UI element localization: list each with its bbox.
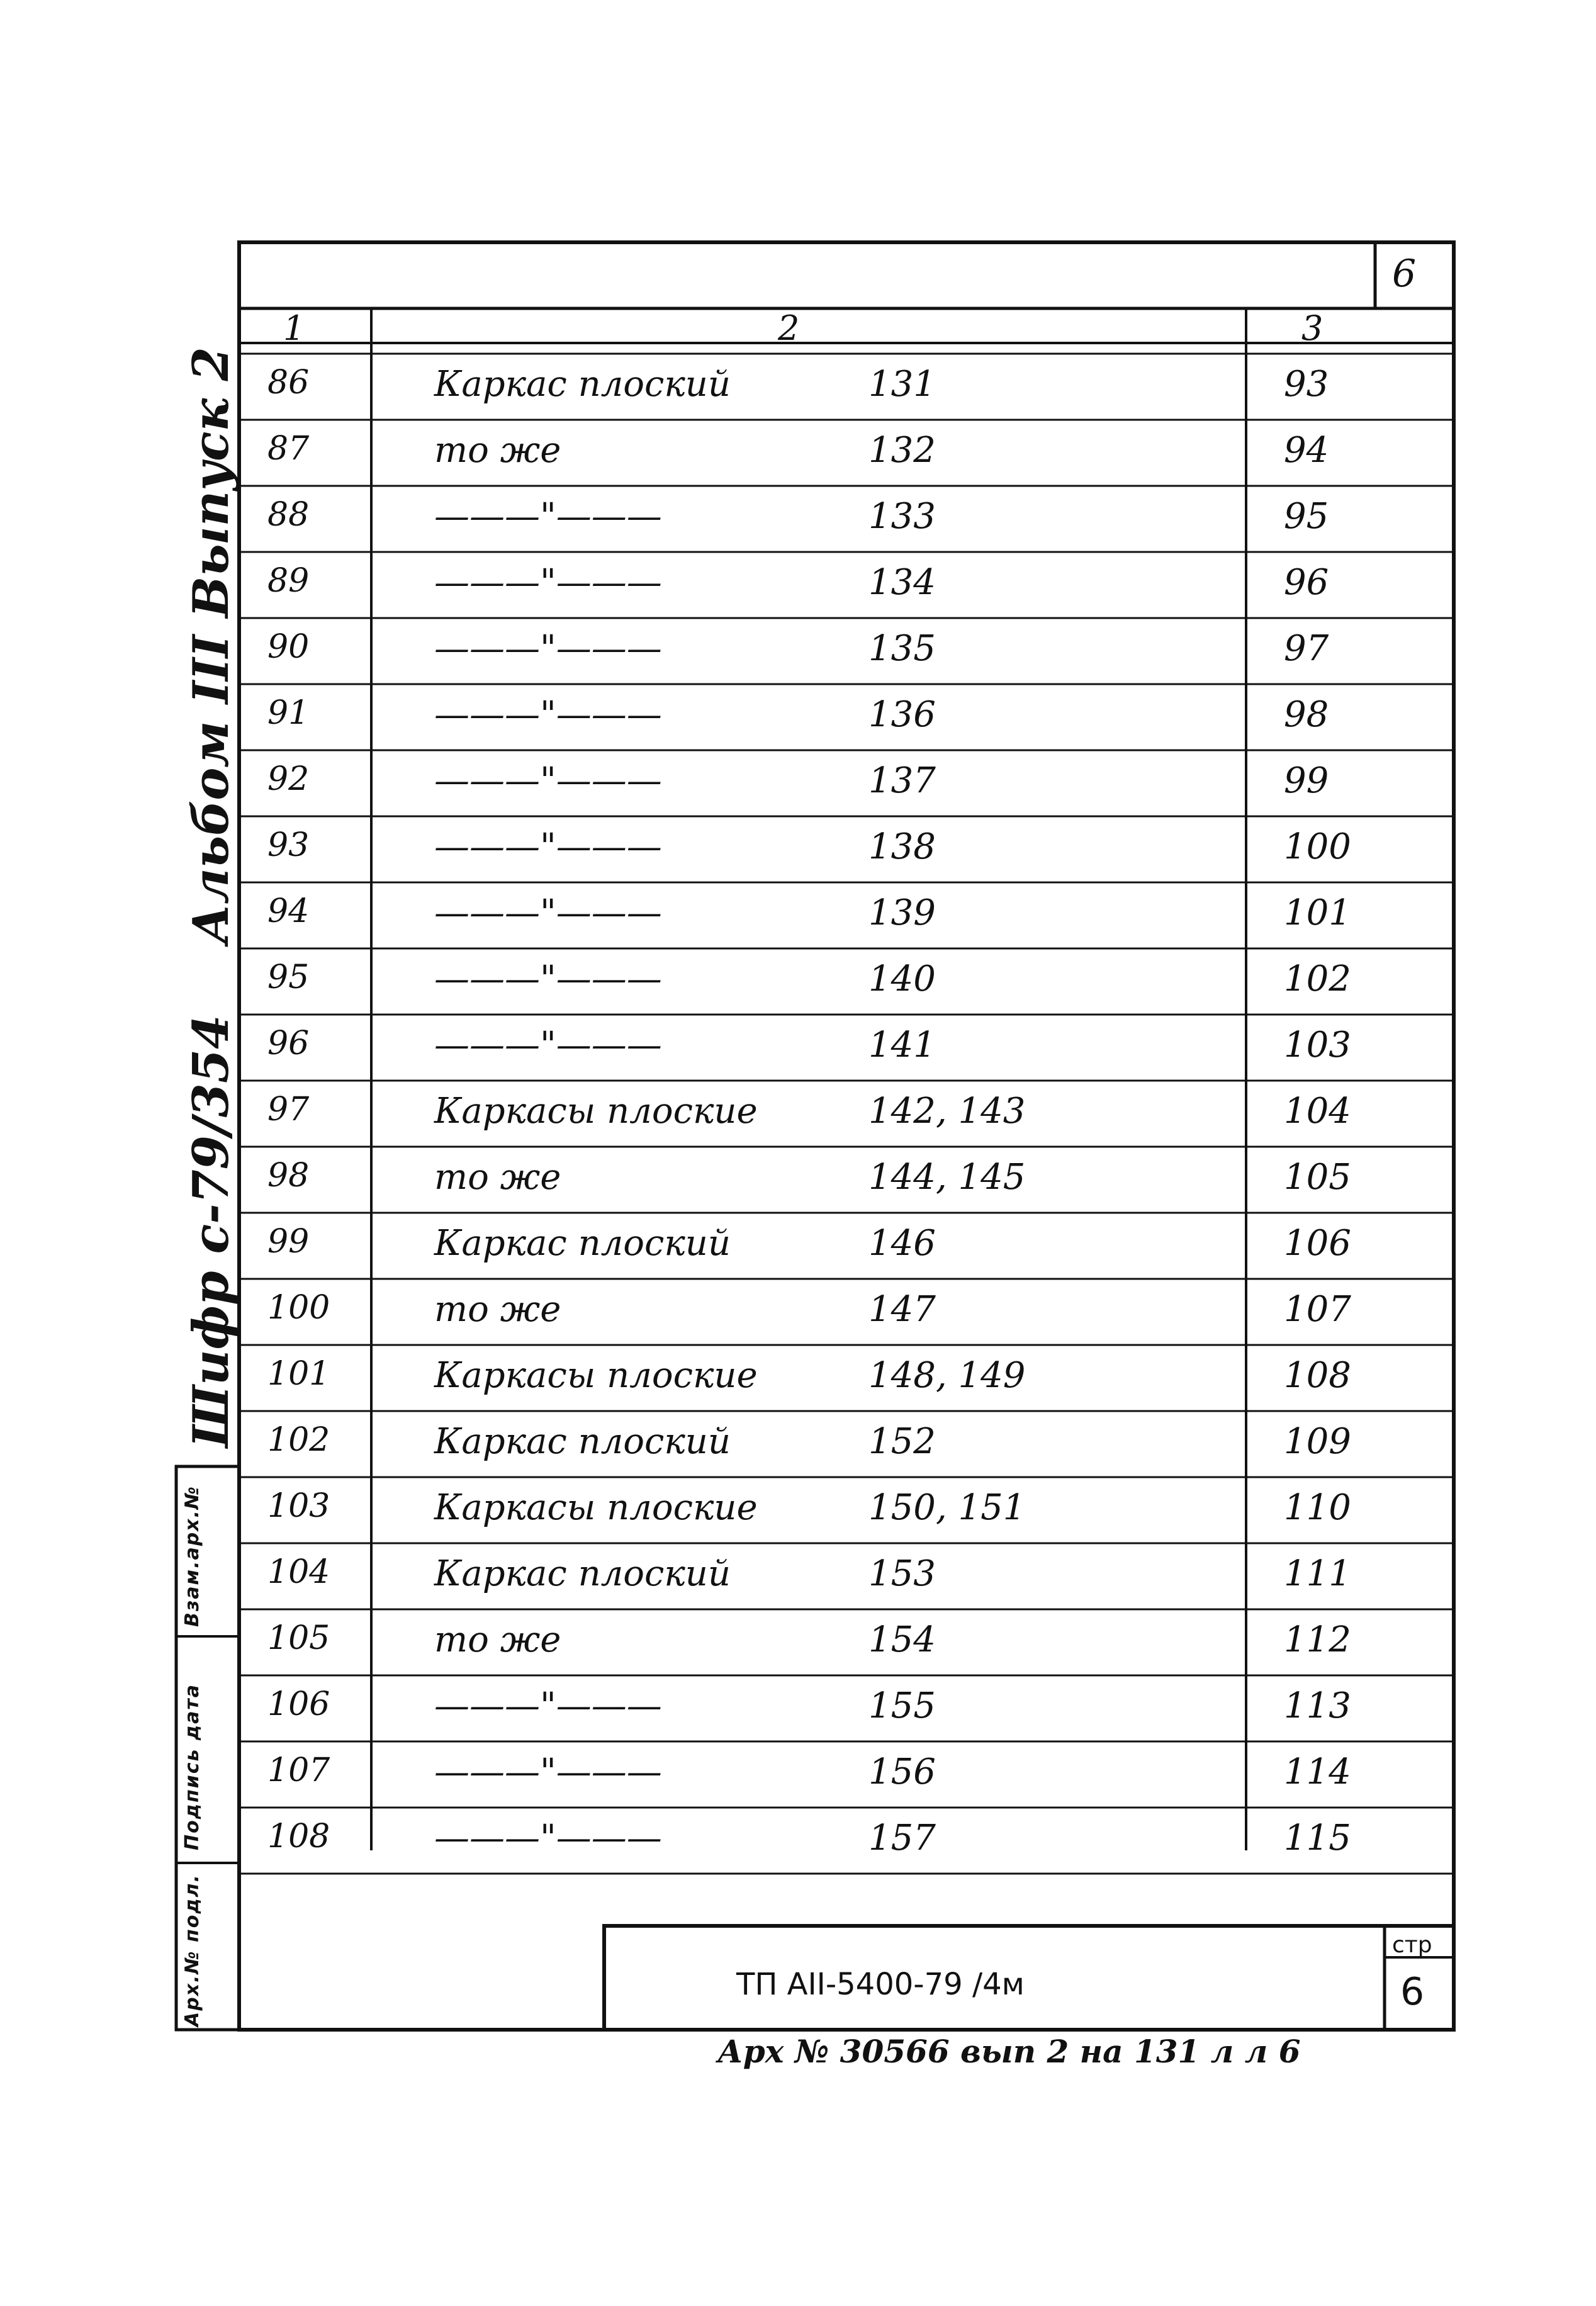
row-number: 106 [267, 1685, 330, 1723]
archive-note: Арх № 30566 вып 2 на 131 л л 6 [717, 2033, 1301, 2070]
row-mark: 141 [868, 1025, 936, 1066]
row-page: 99 [1284, 760, 1329, 801]
row-mark: 142, 143 [868, 1091, 1026, 1132]
row-name: ———"——— [434, 628, 662, 669]
row-number: 88 [267, 496, 310, 534]
row-mark: 154 [868, 1619, 936, 1660]
row-page: 108 [1284, 1355, 1351, 1396]
row-mark: 134 [868, 562, 936, 603]
title-block-page-label: стр [1392, 1932, 1432, 1958]
row-number: 91 [267, 694, 310, 732]
row-number: 87 [267, 430, 310, 468]
row-page: 103 [1284, 1025, 1351, 1066]
row-page: 97 [1284, 628, 1329, 669]
row-page: 112 [1284, 1619, 1351, 1660]
row-name: Каркас плоский [434, 364, 731, 405]
row-name: ———"——— [434, 496, 662, 537]
row-number: 93 [267, 826, 310, 864]
row-number: 104 [267, 1553, 330, 1591]
row-page: 111 [1284, 1553, 1351, 1594]
stamp-cell-signature-date: Подпись дата [181, 1684, 203, 1850]
row-mark: 148, 149 [868, 1355, 1026, 1396]
row-number: 107 [267, 1752, 330, 1789]
row-mark: 144, 145 [868, 1157, 1026, 1198]
row-name: то же [434, 1619, 561, 1660]
row-mark: 131 [868, 364, 936, 405]
row-number: 108 [267, 1818, 330, 1855]
row-name: ———"——— [434, 959, 662, 999]
row-page: 101 [1284, 892, 1351, 933]
row-number: 97 [267, 1091, 310, 1128]
row-mark: 156 [868, 1752, 936, 1792]
row-mark: 153 [868, 1553, 936, 1594]
row-mark: 155 [868, 1685, 936, 1726]
row-name: ———"——— [434, 1025, 662, 1066]
row-name: Каркасы плоские [434, 1355, 758, 1396]
row-mark: 136 [868, 694, 936, 735]
row-mark: 138 [868, 826, 936, 867]
title-block [604, 1926, 1454, 2030]
column-header-1: 1 [283, 308, 305, 348]
row-number: 100 [267, 1289, 330, 1327]
row-mark: 152 [868, 1421, 936, 1462]
row-page: 107 [1284, 1289, 1351, 1330]
row-name: Каркас плоский [434, 1223, 731, 1264]
row-mark: 137 [868, 760, 936, 801]
row-name: ———"——— [434, 562, 662, 603]
row-name: ———"——— [434, 826, 662, 867]
title-block-page-value: 6 [1400, 1970, 1425, 2014]
stamp-cell-original-archive: Арх.№ подл. [181, 1874, 203, 2027]
row-page: 94 [1284, 430, 1329, 471]
row-number: 95 [267, 959, 310, 996]
row-page: 95 [1284, 496, 1329, 537]
row-number: 101 [267, 1355, 330, 1393]
row-name: ———"——— [434, 694, 662, 735]
side-note-album: Альбом III Выпуск 2 [183, 347, 240, 944]
row-mark: 150, 151 [868, 1487, 1026, 1528]
column-header-3: 3 [1301, 308, 1323, 348]
row-page: 113 [1284, 1685, 1351, 1726]
row-mark: 132 [868, 430, 936, 471]
row-name: ———"——— [434, 1685, 662, 1726]
row-name: Каркасы плоские [434, 1487, 758, 1528]
row-page: 115 [1284, 1818, 1351, 1859]
row-number: 92 [267, 760, 310, 798]
row-name: то же [434, 1157, 561, 1198]
row-page: 96 [1284, 562, 1329, 603]
row-mark: 135 [868, 628, 936, 669]
row-number: 89 [267, 562, 310, 600]
row-page: 105 [1284, 1157, 1351, 1198]
column-header-2: 2 [778, 308, 800, 348]
row-name: ———"——— [434, 1818, 662, 1859]
row-number: 105 [267, 1619, 330, 1657]
row-number: 90 [267, 628, 310, 666]
row-mark: 140 [868, 959, 936, 999]
outer-frame [239, 242, 1454, 2030]
row-page: 102 [1284, 959, 1351, 999]
row-page: 110 [1284, 1487, 1351, 1528]
row-mark: 157 [868, 1818, 936, 1859]
row-name: ———"——— [434, 1752, 662, 1792]
row-number: 103 [267, 1487, 330, 1525]
row-mark: 133 [868, 496, 936, 537]
row-name: то же [434, 1289, 561, 1330]
row-name: Каркас плоский [434, 1553, 731, 1594]
row-mark: 147 [868, 1289, 936, 1330]
row-page: 106 [1284, 1223, 1351, 1264]
row-number: 94 [267, 892, 310, 930]
row-number: 96 [267, 1025, 310, 1062]
row-mark: 139 [868, 892, 936, 933]
title-block-code: ТП АII-5400-79 /4м [736, 1967, 1025, 2002]
stamp-cell-replacement: Взам.арх.№ [181, 1485, 203, 1627]
row-page: 98 [1284, 694, 1329, 735]
row-name: Каркасы плоские [434, 1091, 758, 1132]
row-page: 93 [1284, 364, 1329, 405]
row-page: 109 [1284, 1421, 1351, 1462]
row-page: 100 [1284, 826, 1351, 867]
row-number: 102 [267, 1421, 330, 1459]
row-mark: 146 [868, 1223, 936, 1264]
row-name: ———"——— [434, 760, 662, 801]
row-name: Каркас плоский [434, 1421, 731, 1462]
row-name: ———"——— [434, 892, 662, 933]
row-page: 114 [1284, 1752, 1351, 1792]
row-page: 104 [1284, 1091, 1351, 1132]
row-number: 99 [267, 1223, 310, 1261]
row-number: 86 [267, 364, 310, 402]
row-name: то же [434, 430, 561, 471]
page-number-top: 6 [1392, 252, 1417, 296]
row-number: 98 [267, 1157, 310, 1195]
side-note-cipher: Шифр с-79/354 [183, 1015, 240, 1448]
